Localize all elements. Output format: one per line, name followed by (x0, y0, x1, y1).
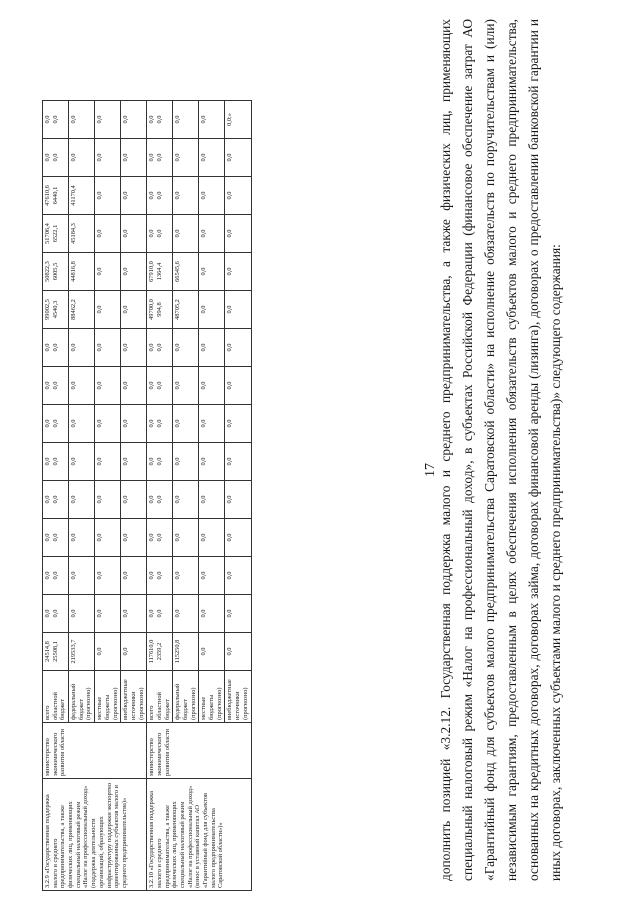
value-cell: 0,0 (121, 291, 147, 329)
value-cell: 0,0 (225, 557, 251, 595)
value-cell: 0,0 (225, 367, 251, 405)
source-label-cell: федеральный бюджет (прогнозно) (69, 671, 95, 723)
value-cell: 0,0 (121, 633, 147, 671)
value-cell: 0,0 0,0 (147, 405, 173, 443)
value-cell: 0,0 (199, 443, 225, 481)
value-cell: 0,0 (199, 367, 225, 405)
value-cell: 47610,6 6440,1 (43, 177, 69, 215)
value-cell: 0,0 (95, 215, 121, 253)
value-cell: 0,0 0,0 (43, 443, 69, 481)
value-cell: 0,0 (173, 177, 199, 215)
executor-cell: министерство экономического развития области (147, 723, 251, 779)
source-label-cell: федеральный бюджет (прогнозно) (173, 671, 199, 723)
value-cell: 0,0 (199, 215, 225, 253)
value-cell: 0,0 (69, 595, 95, 633)
body-paragraph: дополнить позицией «3.2.12. Государственная поддержка малого и среднего предпринимательства, а также физических лиц, применяющих специальный налоговый режим «Налог на профессиональный доход», в субъектах Российской Федерации (финансовое обеспечение затрат АО «Гарантийный фонд для субъектов малого предпринимательства Саратовской области» на исполнение обязательств по поручительствам и (или) независимым гарантиям, предоставленным в целях обеспечения исполнения обязательств субъектов малого и среднего предпринимательства, основанных на кредитных договорах, договорах займа, договорах финансовой аренды (лизинга), договорах о предоставлении банковской гарантии и иных договорах, заключенных субъектами малого и среднего предпринимательства)» следующего содержания: (438, 19, 563, 881)
value-cell: 0,0 (173, 329, 199, 367)
value-cell: 0,0 (121, 253, 147, 291)
value-cell: 0,0 (173, 367, 199, 405)
value-cell: 0,0 0,0 (147, 557, 173, 595)
value-cell: 0,0 (121, 139, 147, 177)
value-cell: 0,0 (199, 595, 225, 633)
value-cell: 0,0 (121, 367, 147, 405)
value-cell: 0,0 (95, 405, 121, 443)
value-cell: 0,0 (173, 557, 199, 595)
value-cell: 0,0 (95, 177, 121, 215)
value-cell: 0,0 (69, 519, 95, 557)
value-cell: 0,0 (225, 215, 251, 253)
value-cell: 0,0 0,0 (43, 139, 69, 177)
value-cell: 24514,8 25508,1 (43, 633, 69, 671)
value-cell: 0,0 (173, 405, 199, 443)
value-cell: 0,0 (69, 405, 95, 443)
value-cell: 67910,0 1364,4 (147, 253, 173, 291)
value-cell: 48705,2 (173, 291, 199, 329)
value-cell: 0,0 (225, 405, 251, 443)
value-cell: 219533,7 (69, 633, 95, 671)
value-cell: 0,0 (199, 481, 225, 519)
value-cell: 0,0 (95, 519, 121, 557)
value-cell: 0,0 (225, 139, 251, 177)
value-cell: 0,0 (225, 177, 251, 215)
value-cell: 0,0 (121, 405, 147, 443)
value-cell: 0,0 0,0 (147, 177, 173, 215)
source-label-cell: всего областной бюджет (147, 671, 173, 723)
value-cell: 0,0 (95, 139, 121, 177)
value-cell: 0,0 (225, 633, 251, 671)
source-label-cell: всего областной бюджет (43, 671, 69, 723)
value-cell: 0,0 (121, 595, 147, 633)
value-cell: 0,0 (95, 595, 121, 633)
source-label-cell: внебюджетные источники (прогнозно) (225, 671, 251, 723)
value-cell: 0,0 0,0 (147, 215, 173, 253)
value-cell: 0,0 0,0 (43, 367, 69, 405)
value-cell: 0,0 0,0 (43, 405, 69, 443)
value-cell: 0,0 (199, 291, 225, 329)
value-cell: 0,0 (95, 291, 121, 329)
value-cell: 0,0 (173, 101, 199, 139)
funding-table (42, 100, 252, 891)
value-cell: 0,0 (199, 329, 225, 367)
value-cell: 0,0 (121, 519, 147, 557)
value-cell: 0,0 (199, 519, 225, 557)
value-cell: 0,0 (173, 481, 199, 519)
value-cell: 66545,6 (173, 253, 199, 291)
value-cell: 50822,3 6005,5 (43, 253, 69, 291)
value-cell: 0,0 0,0 (147, 101, 173, 139)
source-label-cell: внебюджетные источники (прогнозно) (121, 671, 147, 723)
value-cell: 0,0 (121, 215, 147, 253)
source-label-cell: местные бюджеты (прогнозно) (95, 671, 121, 723)
value-cell: 0,0 (199, 557, 225, 595)
value-cell: 0,0 (69, 329, 95, 367)
value-cell: 0,0 (121, 443, 147, 481)
value-cell: 117610,0 2359,2 (147, 633, 173, 671)
value-cell: 0,0 (173, 519, 199, 557)
value-cell: 0,0 (199, 177, 225, 215)
value-cell: 0,0 (69, 443, 95, 481)
item-name-cell: 3.2.9 «Государственная поддержка малого и среднего предпринимательства, а также физических лиц, применяющих специальный налоговый режим «Налог на профессиональный доход» (поддержка деятельности организаций, образующих инфраструктуру поддержки экспортно ориентированных субъектов малого и среднего предпринимательства)» (43, 779, 147, 891)
value-cell: 0,0 (199, 405, 225, 443)
value-cell: 0,0 (199, 633, 225, 671)
value-cell: 0,0 (225, 443, 251, 481)
value-cell: 0,0 (173, 443, 199, 481)
value-cell: 0,0 (225, 519, 251, 557)
item-name-cell: 3.2.10 «Государственная поддержка малого и среднего предпринимательства, а также физических лиц, применяющих специальный налоговый режим «Налог на профессиональный доход» (взнос в уставный капитал АО «Гарантийный фонд для субъектов малого предпринимательства Саратовской области»)» (147, 779, 251, 891)
value-cell: 0,0 0,0 (147, 367, 173, 405)
value-cell: 0,0 (199, 253, 225, 291)
value-cell: 0,0 0,0 (43, 557, 69, 595)
value-cell: 0,0 (199, 139, 225, 177)
value-cell: 0,0 (199, 101, 225, 139)
value-cell: 49700,0 994,8 (147, 291, 173, 329)
value-cell: 0,0 (173, 139, 199, 177)
value-cell: 0,0 0,0 (43, 519, 69, 557)
value-cell: 0,0 (69, 367, 95, 405)
value-cell: 0,0 0,0 (43, 595, 69, 633)
value-cell: 0,0 0,0 (147, 443, 173, 481)
value-cell: 99002,5 4540,3 (43, 291, 69, 329)
value-cell: 0,0 (225, 481, 251, 519)
value-cell: 0,0 (95, 329, 121, 367)
value-cell: 0,0 0,0 (43, 101, 69, 139)
value-cell: 0,0 (69, 139, 95, 177)
value-cell: 0,0 0,0 (147, 519, 173, 557)
value-cell: 0,0 (95, 101, 121, 139)
table-row (147, 101, 173, 891)
value-cell: 0,0 (95, 633, 121, 671)
value-cell: 0,0 (121, 557, 147, 595)
value-cell: 0,0 (69, 101, 95, 139)
value-cell: 0,0 (69, 557, 95, 595)
value-cell: 0,0 (95, 481, 121, 519)
value-cell: 0,0 (121, 329, 147, 367)
value-cell: 0,0 0,0 (147, 595, 173, 633)
value-cell: 0,0 (121, 177, 147, 215)
value-cell: 0,0 (95, 367, 121, 405)
value-cell: 0,0 (69, 481, 95, 519)
value-cell: 0,0 (225, 253, 251, 291)
value-cell: 0,0 0,0 (43, 329, 69, 367)
value-cell: 115250,8 (173, 633, 199, 671)
value-cell: 0,0 0,0 (147, 329, 173, 367)
value-cell: 0,0 (225, 595, 251, 633)
value-cell: 0,0 (225, 329, 251, 367)
executor-cell: министерство экономического развития области (43, 723, 147, 779)
table-row (43, 101, 69, 891)
value-cell: 0,0 (95, 253, 121, 291)
value-cell: 0,0 0,0 (147, 139, 173, 177)
value-cell: 44816,8 (69, 253, 95, 291)
value-cell: 0,0 (95, 443, 121, 481)
value-cell: 41170,4 (69, 177, 95, 215)
value-cell: 0,0 (121, 481, 147, 519)
value-cell: 88462,2 (69, 291, 95, 329)
value-cell: 0,0 (173, 595, 199, 633)
value-cell: 0,0 (121, 101, 147, 139)
value-cell: 0,0 0,0 (43, 481, 69, 519)
value-cell: 0,0 (95, 557, 121, 595)
value-cell: 51706,4 6522,1 (43, 215, 69, 253)
value-cell: 0,0 (225, 291, 251, 329)
page-number: 17 (423, 463, 438, 477)
source-label-cell: местные бюджеты (прогнозно) (199, 671, 225, 723)
value-cell: 0,0 (173, 215, 199, 253)
value-cell: 0,0;» (225, 101, 251, 139)
value-cell: 45184,3 (69, 215, 95, 253)
value-cell: 0,0 0,0 (147, 481, 173, 519)
